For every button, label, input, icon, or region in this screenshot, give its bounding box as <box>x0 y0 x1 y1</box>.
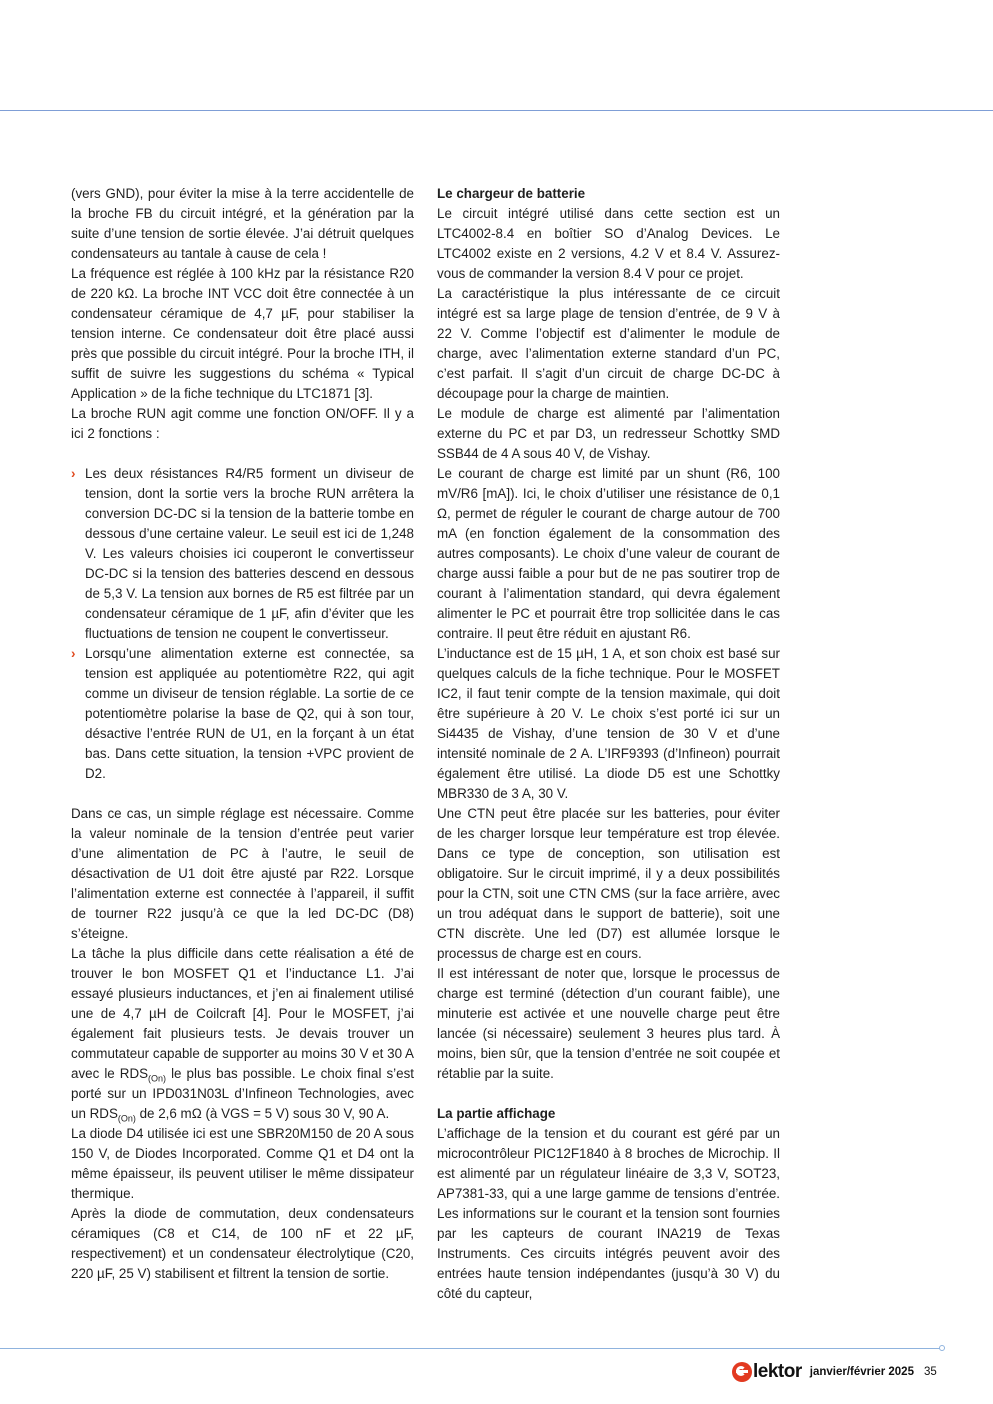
paragraph: La caractéristique la plus intéressante de ce circuit intégré est sa large plage de tension d’entrée, de 9 V à 22 V. Comme l’objectif est d’alimenter le module de charge, avec l’alimentation externe standard d’un PC, c’est parfait. Il s’agit d’un circuit de charge DC-DC à découpage pour la charge de maintien. <box>437 286 780 401</box>
paragraph: Une CTN peut être placée sur les batteries, pour éviter de les charger lorsque leur température est trop élevée. Dans ce type de conception, son utilisation est obligatoire. Sur le circuit imprimé, il y a deux possibilités pour la CTN, soit une CTN CMS (sur la face arrière, avec un trou adéquat dans le support de batterie), soit une CTN discrète. Une led (D7) est allumée lorsque le processus de charge est en cours. <box>437 806 780 961</box>
paragraph: L’inductance est de 15 µH, 1 A, et son choix est basé sur quelques calculs de la fiche technique. Pour le MOSFET IC2, il faut tenir compte de la tension maximale, qui doit être supérieure à 20 V. Le choix s’est porté ici sur un Si4435 de Vishay, d’une tension de 30 V et d’une intensité nominale de 2 A. L’IRF9393 (d’Infineon) pourrait également être utilisé. La diode D5 est une Schottky MBR330 de 3 A, 30 V. <box>437 646 780 801</box>
page-footer <box>732 1360 937 1384</box>
chevron-right-icon: › <box>71 466 76 481</box>
paragraph: La fréquence est réglée à 100 kHz par la résistance R20 de 220 kΩ. La broche INT VCC doit être connectée à un condensateur céramique de 4,7 µF, pour stabiliser la tension interne. Ce condensateur doit être placé aussi près que possible du circuit intégré. Pour la broche ITH, il suffit de suivre les suggestions du schéma « Typical Application » de la fiche technique du LTC1871 [3]. <box>71 266 414 401</box>
list-item <box>71 644 414 784</box>
top-rule <box>0 110 993 111</box>
issue-label: janvier/février 2025 <box>809 1366 914 1378</box>
chevron-right-icon: › <box>71 646 76 661</box>
paragraph: La diode D4 utilisée ici est une SBR20M150 de 20 A sous 150 V, de Diodes Incorporated. Comme Q1 et D4 ont la même épaisseur, ils peuvent utiliser le même dissipateur thermique. <box>71 1126 414 1201</box>
page-number: 35 <box>923 1366 937 1378</box>
paragraph: Dans ce cas, un simple réglage est nécessaire. Comme la valeur nominale de la tension d’entrée peut varier d’une alimentation de PC à l’autre, le seuil de désactivation de U1 doit être ajusté par R22. Lorsque l’alimentation externe est connectée à l’appareil, il suffit de tourner R22 jusqu’à ce que la led DC-DC (D8) s’éteigne. <box>71 806 414 941</box>
paragraph: La tâche la plus difficile dans cette réalisation a été de trouver le bon MOSFET Q1 et l’inductance L1. J’ai essayé plusieurs inductances, et j’en ai finalement utilisé une de 4,7 µH de Coilcraft [4]. Pour le MOSFET, j’ai également fait plusieurs tests. Je devais trouver un commutateur capable de supporter au moins 30 V et 30 A avec le $RDS_{(On)}$ le plus bas possible. Le choix final s’est porté sur un IPD031N03L d’Infineon Technologies, avec un $RDS_{(On)}$ de 2,6 mΩ (à VGS = 5 V) sous 30 V, 90 A. <box>71 946 414 1124</box>
right-column <box>437 184 780 1304</box>
spacer <box>71 444 414 464</box>
section-heading: La partie affichage <box>437 1106 556 1121</box>
paragraph: (vers GND), pour éviter la mise à la terre accidentelle de la broche FB du circuit intégré, et la génération par la suite d’une tension de sortie élevée. J’ai détruit quelques condensateurs au tantale à cause de cela ! <box>71 186 414 261</box>
paragraph: La broche RUN agit comme une fonction ON/OFF. Il y a ici 2 fonctions : <box>71 406 414 441</box>
section-heading: Le chargeur de batterie <box>437 186 586 201</box>
list-item-text: Lorsqu’une alimentation externe est connectée, sa tension est appliquée au potentiomètre R22, qui agit comme un diviseur de tension réglable. La sortie de ce potentiomètre polarise la base de Q2, qui à son tour, désactive l’entrée RUN de U1, en la forçant à un état bas. Dans cette situation, la tension +VPC provient de D2. <box>85 646 414 781</box>
paragraph: L’affichage de la tension et du courant est géré par un microcontrôleur PIC12F1840 à 8 broches de Microchip. Il est alimenté par un régulateur linéaire de 3,3 V, SOT23, AP7381-33, qui a une large gamme de tensions d’entrée. Les informations sur le courant et la tension sont fournies par les capteurs de courant INA219 de Texas Instruments. Ces circuits intégrés peuvent avoir des entrées haute tension indépendantes (jusqu’à 30 V) du côté du capteur, <box>437 1126 780 1301</box>
bottom-rule <box>0 1348 940 1349</box>
spacer <box>71 784 414 804</box>
rule-end-dot <box>939 1345 945 1351</box>
spacer <box>437 1084 780 1104</box>
paragraph: Le module de charge est alimenté par l’alimentation externe du PC et par D3, un redresseur Schottky SMD SSB44 de 4 A sous 40 V, de Vishay. <box>437 406 780 461</box>
paragraph: Après la diode de commutation, deux condensateurs céramiques (C8 et C14, de 100 nF et 22 µF, respectivement) et un condensateur électrolytique (C20, 220 µF, 25 V) stabilisent et filtrent la tension de sortie. <box>71 1206 414 1281</box>
left-column <box>71 184 414 1284</box>
list-item <box>71 464 414 644</box>
bullet-list <box>71 464 414 784</box>
paragraph: Le courant de charge est limité par un shunt (R6, 100 mV/R6 [mA]). Ici, le choix d’utiliser une résistance de 0,1 Ω, permet de réguler le courant de charge autour de 700 mA (en fonction également de la consommation des autres composants). Le choix d’une valeur de courant de charge aussi faible a pour but de ne pas soutirer trop de courant à l’alimentation standard, qui devra également alimenter le PC et pourrait être trop sollicitée dans le cas contraire. Il peut être réduit en ajustant R6. <box>437 466 780 641</box>
paragraph: Le circuit intégré utilisé dans cette section est un LTC4002-8.4 en boîtier SO d’Analog Devices. Le LTC4002 existe en 2 versions, 4.2 V et 8.4 V. Assurez-vous de commander la version 8.4 V pour ce projet. <box>437 206 780 281</box>
list-item-text: Les deux résistances R4/R5 forment un diviseur de tension, dont la sortie vers la broche RUN arrêtera la conversion DC-DC si la tension de la batterie tombe en dessous d’une certaine valeur. Le seuil est ici de 1,248 V. Les valeurs choisies ici couperont le convertisseur DC-DC si la tension des batteries descend en dessous de 5,3 V. La tension aux bornes de R5 est filtrée par un condensateur céramique de 1 µF, afin d’éviter que les fluctuations de tension ne coupent le convertisseur. <box>85 466 414 641</box>
elektor-e-icon <box>732 1362 752 1382</box>
elektor-logo: lektor <box>732 1361 802 1383</box>
paragraph: Il est intéressant de noter que, lorsque le processus de charge est terminé (détection d’un courant faible), une minuterie est activée et une nouvelle charge peut être lancée (si nécessaire) seulement 3 heures plus tard. À moins, bien sûr, que la tension d’entrée ne soit coupée et rétablie par la suite. <box>437 966 780 1081</box>
